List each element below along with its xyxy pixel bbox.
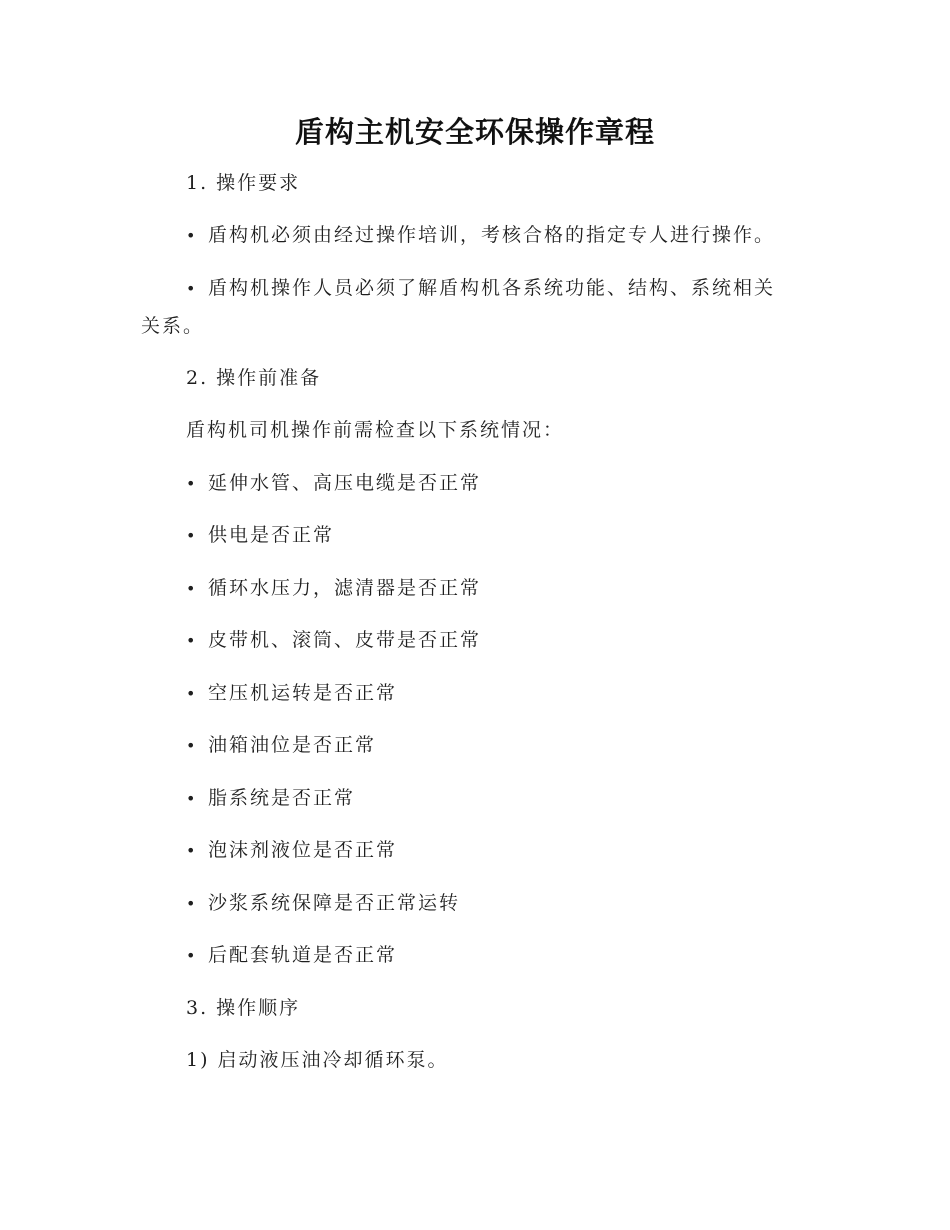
list-item-text: 循环水压力，滤清器是否正常 (208, 577, 482, 599)
section-heading-1: 1. 操作要求 (186, 172, 301, 194)
bullet-icon: • (186, 579, 198, 598)
list-item (186, 937, 397, 974)
page-title: 盾构主机安全环保操作章程 (294, 115, 655, 149)
list-item-text: 泡沫剂液位是否正常 (208, 839, 398, 861)
list-item-text: 沙浆系统保障是否正常运转 (208, 892, 461, 914)
list-item (186, 570, 481, 607)
list-item (186, 727, 376, 764)
list-item-continuation: 关系。 (141, 315, 205, 337)
bullet-icon: • (186, 279, 198, 298)
list-item-text: 脂系统是否正常 (208, 787, 356, 809)
list-item-text: 油箱油位是否正常 (208, 734, 377, 756)
section-intro: 盾构机司机操作前需检查以下系统情况： (186, 419, 565, 441)
list-item-text: 盾构机操作人员必须了解盾构机各系统功能、结构、系统相关 (208, 277, 776, 299)
bullet-icon: • (186, 631, 198, 650)
list-item-text: 延伸水管、高压电缆是否正常 (208, 472, 482, 494)
list-item (186, 780, 355, 817)
bullet-icon: • (186, 841, 198, 860)
list-item (186, 465, 481, 502)
section-heading-3: 3. 操作顺序 (186, 997, 301, 1019)
list-item-text: 皮带机、滚筒、皮带是否正常 (208, 629, 482, 651)
list-item (186, 885, 460, 922)
bullet-icon: • (186, 474, 198, 493)
list-item (186, 832, 397, 869)
bullet-icon: • (186, 789, 198, 808)
step-item: 1) 启动液压油冷却循环泵。 (186, 1049, 449, 1071)
section-heading-2: 2. 操作前准备 (186, 367, 322, 389)
list-item-text: 后配套轨道是否正常 (208, 944, 398, 966)
bullet-icon: • (186, 526, 198, 545)
bullet-icon: • (186, 684, 198, 703)
list-item (186, 217, 775, 254)
bullet-icon: • (186, 946, 198, 965)
list-item (186, 622, 481, 659)
list-item (186, 675, 397, 712)
bullet-icon: • (186, 736, 198, 755)
list-item-text: 盾构机必须由经过操作培训，考核合格的指定专人进行操作。 (208, 224, 776, 246)
bullet-icon: • (186, 894, 198, 913)
list-item (186, 517, 334, 554)
list-item-text: 供电是否正常 (208, 524, 335, 546)
list-item (186, 270, 775, 307)
list-item-text: 空压机运转是否正常 (208, 682, 398, 704)
bullet-icon: • (186, 226, 198, 245)
